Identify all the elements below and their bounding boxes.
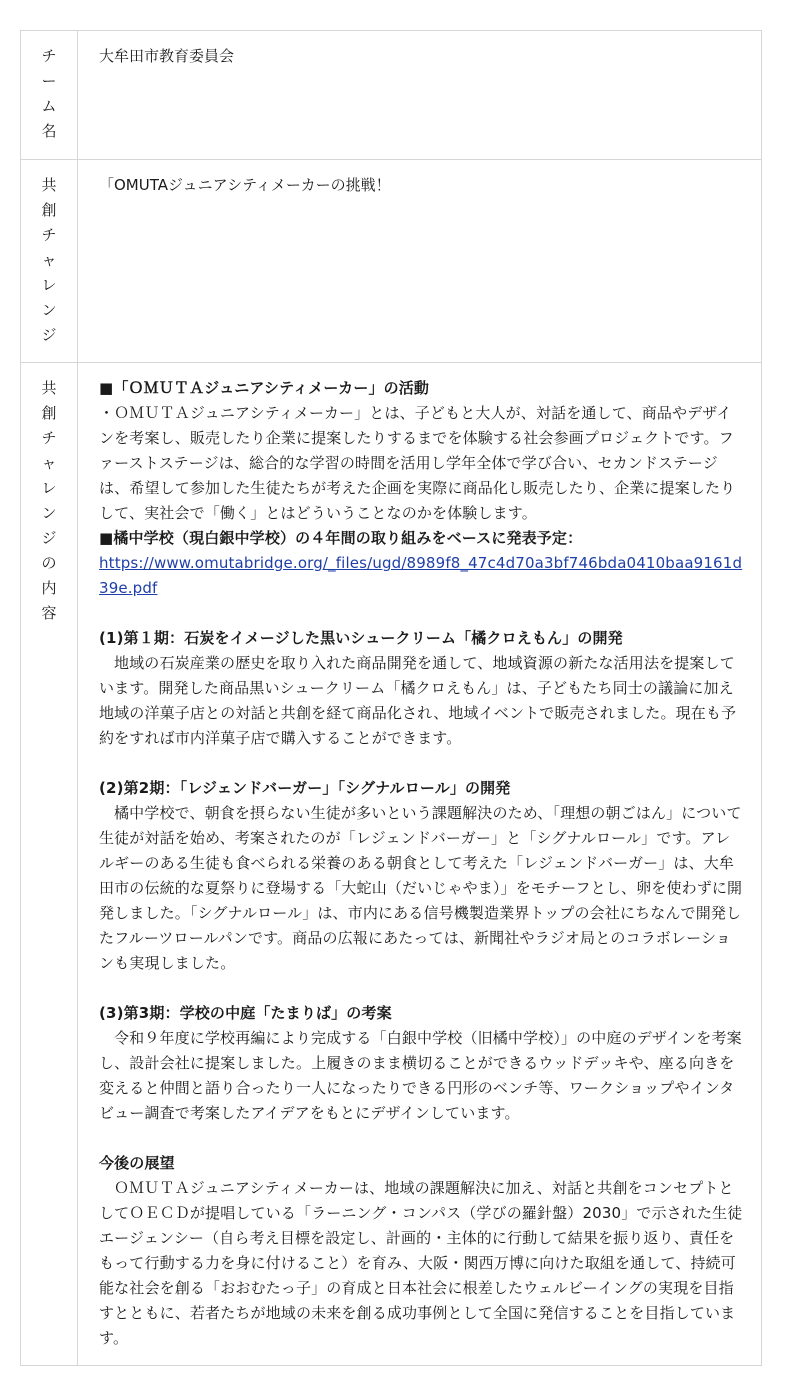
label-char: 容 bbox=[41, 604, 57, 622]
label-char: 共 bbox=[41, 176, 57, 194]
spacer bbox=[99, 751, 745, 776]
presentation-heading: ■橘中学校（現白銀中学校）の４年間の取り組みをベースに発表予定： bbox=[99, 529, 583, 547]
activity-description: ・ＯＭＵＴＡジュニアシティメーカー」とは、子どもと大人が、対話を通して、商品やデザインを考案し、販売したり企業に提案したりするまでを体験する社会参画プロジェクトです。ファーストステージは、総合的な学習の時間を活用し学年全体で学び合い、セカンドステージは、希望して参加した生徒たちが考えた企画を実際に商品化し販売したり、企業に提案したりして、実社会で「働く」とはどういうことなのかを体験します。 bbox=[99, 404, 736, 522]
label-char: 名 bbox=[41, 122, 57, 140]
label-char: ム bbox=[41, 97, 57, 115]
label-char: ン bbox=[41, 504, 57, 522]
challenge-label bbox=[21, 160, 78, 363]
phase3-heading: (3)第3期：学校の中庭「たまりば」の考案 bbox=[99, 1004, 392, 1022]
label-char: ン bbox=[41, 301, 57, 319]
label-char: チ bbox=[41, 429, 57, 447]
content-label bbox=[21, 363, 78, 1366]
label-char: ジ bbox=[41, 326, 57, 344]
team-name-label bbox=[21, 31, 78, 160]
future-description: ＯＭＵＴＡジュニアシティメーカーは、地域の課題解決に加え、対話と共創をコンセプトとしてＯＥＣＤが提唱している「ラーニング・コンパス（学びの羅針盤）2030」で示された生徒エージェンシー（自ら考え目標を設定し、計画的・主体的に行動して結果を振り返り、責任をもって行動する力を身に付けること）を育み、大阪・関西万博に向けた取組を通して、持続可能な社会を創る「おおむたっ子」の育成と日本社会に根差したウェルビーイングの実現を目指すとともに、若者たちが地域の未来を創る成功事例として全国に発信することを目指しています。 bbox=[99, 1179, 743, 1347]
activity-heading: ■「ＯＭＵＴＡジュニアシティメーカー」の活動 bbox=[99, 379, 430, 397]
spacer bbox=[99, 601, 745, 626]
challenge-label-text bbox=[21, 160, 77, 348]
info-table bbox=[20, 30, 762, 1366]
label-char: チ bbox=[41, 226, 57, 244]
team-name-value: 大牟田市教育委員会 bbox=[99, 47, 235, 65]
label-char: チ bbox=[41, 47, 57, 65]
content-cell bbox=[78, 363, 762, 1366]
label-char: ジ bbox=[41, 529, 57, 547]
challenge-cell bbox=[78, 160, 762, 363]
content-label-text bbox=[21, 363, 77, 626]
future-heading: 今後の展望 bbox=[99, 1154, 175, 1172]
challenge-title: 「OMUTAジュニアシティメーカーの挑戦！ bbox=[99, 176, 391, 194]
label-char: ャ bbox=[41, 454, 57, 472]
phase2-heading: (2)第2期：「レジェンドバーガー」「シグナルロール」の開発 bbox=[99, 779, 511, 797]
team-name-row bbox=[21, 31, 762, 160]
pdf-link[interactable]: https://www.omutabridge.org/_files/ugd/8989f8_47c4d70a3bf746bda0410baa9161d39e.pdf bbox=[99, 554, 743, 597]
label-char: 共 bbox=[41, 379, 57, 397]
label-char: レ bbox=[41, 276, 57, 294]
phase3-description: 令和９年度に学校再編により完成する「白銀中学校（旧橘中学校）」の中庭のデザインを考案し、設計会社に提案しました。上履きのまま横切ることができるウッドデッキや、座る向きを変えると仲間と語り合ったり一人になったりできる円形のベンチ等、ワークショップやインタビュー調査で考案したアイデアをもとにデザインしています。 bbox=[99, 1029, 742, 1122]
team-name-label-text bbox=[21, 31, 77, 144]
phase2-description: 橘中学校で、朝食を摂らない生徒が多いという課題解決のため、「理想の朝ごはん」について生徒が対話を始め、考案されたのが「レジェンドバーガー」と「シグナルロール」です。アレルギーのある生徒も食べられる栄養のある朝食として考えた「レジェンドバーガー」は、大牟田市の伝統的な夏祭りに登場する「大蛇山（だいじゃやま）」をモチーフとし、卵を使わずに開発しました。「シグナルロール」は、市内にある信号機製造業界トップの会社にちなんで開発したフルーツロールパンです。商品の広報にあたっては、新聞社やラジオ局とのコラボレーションも実現しました。 bbox=[99, 804, 743, 972]
label-char: 創 bbox=[41, 404, 57, 422]
label-char: 内 bbox=[41, 579, 57, 597]
challenge-row bbox=[21, 160, 762, 363]
team-name-cell bbox=[78, 31, 762, 160]
label-char: ー bbox=[41, 72, 57, 90]
label-char: の bbox=[41, 554, 57, 572]
label-char: ャ bbox=[41, 251, 57, 269]
phase1-heading: (1)第１期：石炭をイメージした黒いシュークリーム「橘クロえもん」の開発 bbox=[99, 629, 623, 647]
spacer bbox=[99, 976, 745, 1001]
spacer bbox=[99, 1126, 745, 1151]
phase1-description: 地域の石炭産業の歴史を取り入れた商品開発を通して、地域資源の新たな活用法を提案しています。開発した商品黒いシュークリーム「橘クロえもん」は、子どもたち同士の議論に加え地域の洋菓子店との対話と共創を経て商品化され、地域イベントで販売されました。現在も予約をすれば市内洋菓子店で購入することができます。 bbox=[99, 654, 737, 747]
label-char: 創 bbox=[41, 201, 57, 219]
content-row bbox=[21, 363, 762, 1366]
label-char: レ bbox=[41, 479, 57, 497]
